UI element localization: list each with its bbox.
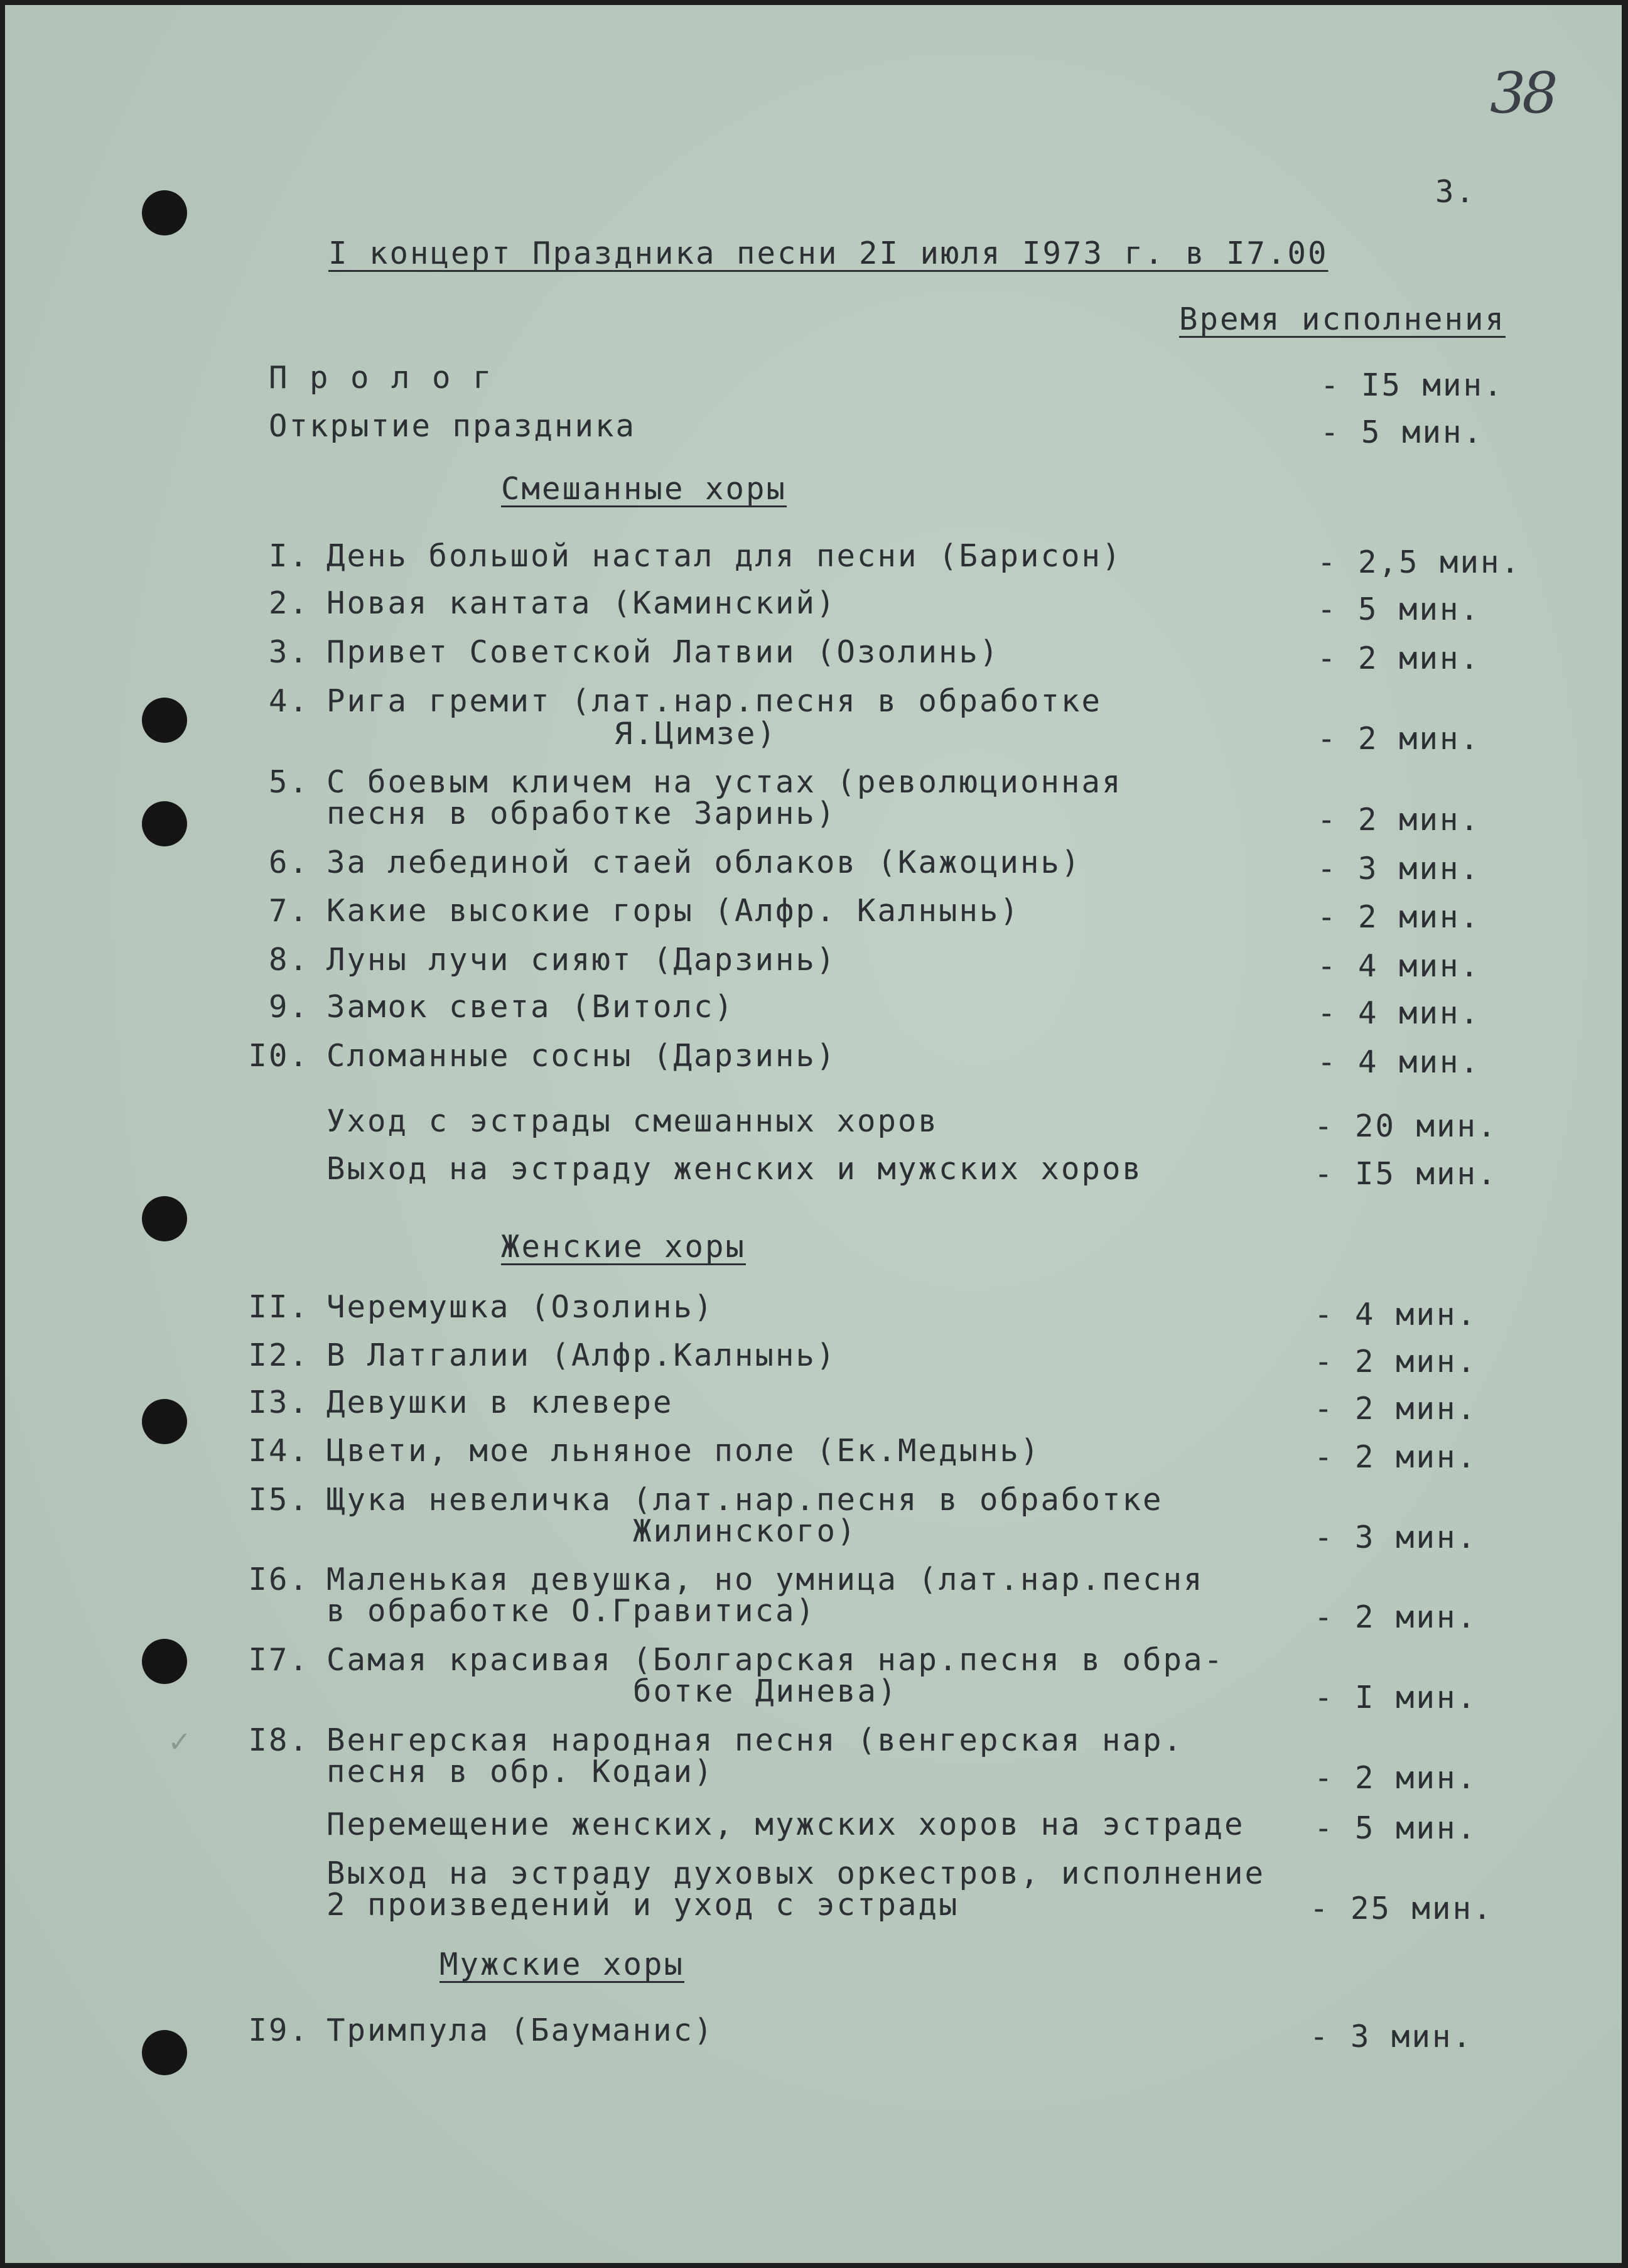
punch-hole (142, 2030, 187, 2075)
item-number: I8. (248, 1722, 310, 1758)
item-title: Привет Советской Латвии (Озолинь) (326, 634, 1000, 670)
item-number: I5. (248, 1482, 310, 1518)
item-duration: - 2 мин. (1317, 721, 1481, 757)
opening-label: Открытие праздника (269, 408, 637, 444)
item-duration: - 3 мин. (1310, 2019, 1474, 2055)
section-heading-womens-choirs: Женские хоры (501, 1229, 747, 1265)
item-duration: - 4 мин. (1317, 948, 1481, 984)
item-duration: - 4 мин. (1317, 1044, 1481, 1080)
item-duration: - 4 мин. (1314, 1297, 1478, 1332)
section-heading-mixed-choirs: Смешанные хоры (501, 471, 787, 507)
stage-note-duration: - 25 мин. (1310, 1891, 1494, 1926)
item-number: 6. (268, 845, 310, 880)
stage-note: Перемещение женских, мужских хоров на эстраде (326, 1806, 1245, 1842)
punch-hole (142, 801, 187, 846)
document-page (5, 5, 1622, 2263)
item-duration: - 2 мин. (1314, 1760, 1478, 1796)
item-number: I3. (248, 1385, 310, 1420)
opening-duration: - 5 мин. (1320, 414, 1484, 450)
punch-hole (142, 1639, 187, 1684)
item-title: Венгерская народная песня (венгерская нар. (326, 1722, 1184, 1758)
item-duration: - 3 мин. (1317, 851, 1481, 887)
item-duration: - I мин. (1314, 1680, 1478, 1715)
item-duration: - 2 мин. (1314, 1439, 1478, 1475)
item-title: Девушки в клевере (326, 1385, 674, 1420)
item-duration: - 5 мин. (1317, 591, 1481, 627)
item-duration: - 2 мин. (1314, 1599, 1478, 1635)
item-number: 2. (268, 585, 310, 621)
item-title: Замок света (Витолс) (326, 989, 735, 1025)
item-number: I7. (248, 1642, 310, 1678)
stage-note-duration: - 5 мин. (1314, 1810, 1478, 1846)
item-title: С боевым кличем на устах (революционная (326, 764, 1123, 800)
punch-hole (142, 190, 187, 235)
item-number: I. (268, 538, 310, 574)
item-title: Рига гремит (лат.нар.песня в обработке (326, 683, 1102, 719)
item-title: Цвети, мое льняное поле (Ек.Медынь) (326, 1433, 1041, 1469)
punch-hole (142, 1196, 187, 1241)
item-number: I2. (248, 1337, 310, 1373)
item-title-continued: Я.Цимзе) (614, 716, 778, 752)
item-title: Какие высокие горы (Алфр. Калнынь) (326, 893, 1021, 929)
punch-hole (142, 1399, 187, 1444)
handwritten-folio-number: 38 (1490, 60, 1555, 126)
item-number: I9. (248, 2012, 310, 2048)
item-title: В Латгалии (Алфр.Калнынь) (326, 1337, 837, 1373)
stage-note-continued: 2 произведений и уход с эстрады (326, 1887, 959, 1923)
item-title: Черемушка (Озолинь) (326, 1289, 714, 1325)
item-number: 8. (268, 942, 310, 978)
stage-note-duration: - 20 мин. (1314, 1108, 1498, 1144)
item-title: Маленькая девушка, но умница (лат.нар.песня (326, 1562, 1204, 1597)
item-duration: - 3 мин. (1314, 1520, 1478, 1555)
item-number: 4. (268, 683, 310, 719)
stage-note: Уход с эстрады смешанных хоров (326, 1103, 939, 1139)
item-title: За лебединой стаей облаков (Кажоцинь) (326, 845, 1082, 880)
item-title: Самая красивая (Болгарская нар.песня в обра- (326, 1642, 1225, 1678)
section-heading-mens-choirs: Мужские хоры (439, 1947, 685, 1982)
item-title-continued: в обработке О.Гравитиса) (326, 1593, 817, 1629)
item-number: I4. (248, 1433, 310, 1469)
punch-hole (142, 698, 187, 743)
prologue-label: П р о л о г (269, 360, 493, 396)
item-title: Сломанные сосны (Дарзинь) (326, 1038, 837, 1074)
item-number: 5. (268, 764, 310, 800)
item-duration: - 2,5 мин. (1317, 544, 1522, 580)
item-number: II. (248, 1289, 310, 1325)
item-number: 9. (268, 989, 310, 1025)
item-title: Щука невеличка (лат.нар.песня в обработке (326, 1482, 1163, 1518)
item-title: Тримпула (Бауманис) (326, 2012, 714, 2048)
item-title-continued: ботке Динева) (633, 1673, 898, 1709)
item-duration: - 2 мин. (1314, 1391, 1478, 1427)
stage-note: Выход на эстраду женских и мужских хоров (326, 1151, 1143, 1187)
item-duration: - 2 мин. (1314, 1344, 1478, 1380)
item-number: I6. (248, 1562, 310, 1597)
stage-note-duration: - I5 мин. (1314, 1156, 1498, 1192)
item-number: I0. (248, 1038, 310, 1074)
item-duration: - 2 мин. (1317, 899, 1481, 935)
item-duration: - 2 мин. (1317, 802, 1481, 838)
page-number: 3. (1435, 174, 1477, 210)
item-title: Луны лучи сияют (Дарзинь) (326, 942, 837, 978)
pencil-check-mark: ✓ (170, 1722, 190, 1760)
stage-note: Выход на эстраду духовых оркестров, исполнение (326, 1855, 1266, 1891)
prologue-duration: - I5 мин. (1320, 367, 1504, 403)
item-title-continued: песня в обработке Заринь) (326, 796, 837, 831)
item-duration: - 2 мин. (1317, 640, 1481, 676)
item-title-continued: песня в обр. Кодаи) (326, 1754, 714, 1790)
item-duration: - 4 мин. (1317, 995, 1481, 1031)
item-number: 3. (268, 634, 310, 670)
item-title-continued: Жилинского) (633, 1513, 858, 1549)
item-title: Новая кантата (Каминский) (326, 585, 837, 621)
duration-column-header: Время исполнения (1179, 301, 1506, 337)
document-title: I концерт Праздника песни 2I июля I973 г. в I7.00 (328, 235, 1329, 271)
item-number: 7. (268, 893, 310, 929)
item-title: День большой настал для песни (Барисон) (326, 538, 1123, 574)
